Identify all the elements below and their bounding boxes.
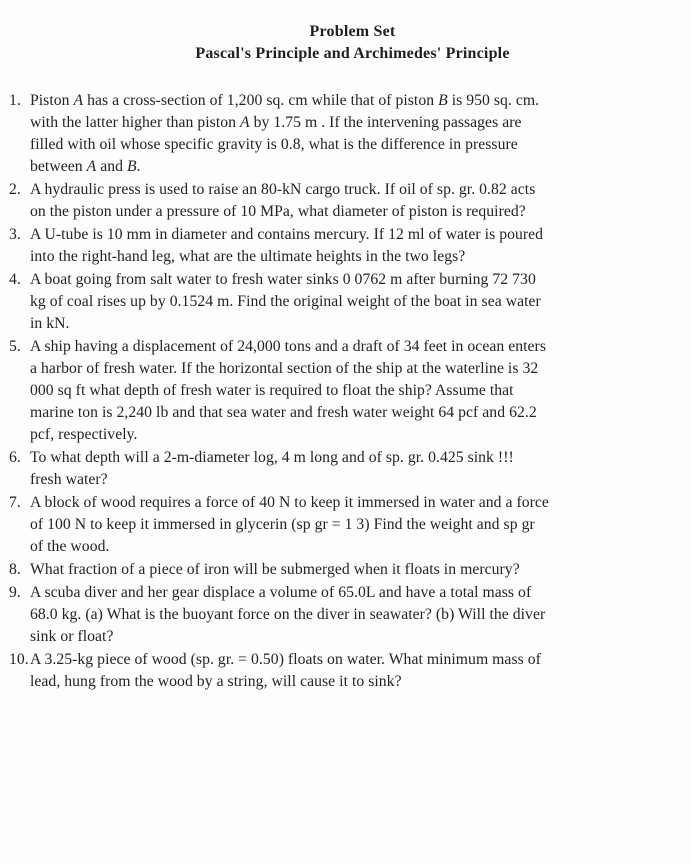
problem-text bbox=[30, 492, 665, 558]
problem-line: between A and B. bbox=[30, 158, 141, 175]
problem-line: A block of wood requires a force of 40 N to keep it immersed in water and a force bbox=[30, 494, 549, 511]
problem-line: of the wood. bbox=[30, 538, 110, 555]
problem-line: 68.0 kg. (a) What is the buoyant force on the diver in seawater? (b) Will the diver bbox=[30, 606, 546, 623]
problem-text bbox=[30, 582, 665, 648]
problem-item-4 bbox=[0, 269, 691, 335]
document-title: Problem Set bbox=[309, 23, 396, 40]
document-subtitle: Pascal's Principle and Archimedes' Principle bbox=[195, 45, 510, 62]
problem-line: A ship having a displacement of 24,000 tons and a draft of 34 feet in ocean enters bbox=[30, 338, 546, 355]
problem-number: 3. bbox=[9, 226, 21, 243]
problem-item-8 bbox=[0, 559, 691, 581]
problem-text bbox=[30, 90, 665, 178]
problem-text bbox=[30, 559, 665, 581]
problem-text bbox=[30, 336, 665, 446]
problem-line: lead, hung from the wood by a string, will cause it to sink? bbox=[30, 673, 402, 690]
problem-line: fresh water? bbox=[30, 471, 108, 488]
problem-list bbox=[0, 90, 691, 693]
problem-item-7 bbox=[0, 492, 691, 558]
problem-line: of 100 N to keep it immersed in glycerin (sp gr = 1 3) Find the weight and sp gr bbox=[30, 516, 535, 533]
problem-text bbox=[30, 179, 665, 223]
problem-number: 6. bbox=[9, 449, 21, 466]
problem-line: kg of coal rises up by 0.1524 m. Find the original weight of the boat in sea water bbox=[30, 293, 541, 310]
problem-line: marine ton is 2,240 lb and that sea water and fresh water weight 64 pcf and 62.2 bbox=[30, 404, 537, 421]
problem-text bbox=[30, 649, 665, 693]
problem-line: into the right-hand leg, what are the ultimate heights in the two legs? bbox=[30, 248, 466, 265]
problem-number: 7. bbox=[9, 494, 21, 511]
problem-line: A scuba diver and her gear displace a volume of 65.0L and have a total mass of bbox=[30, 584, 532, 601]
problem-number: 5. bbox=[9, 338, 21, 355]
problem-line: A hydraulic press is used to raise an 80-kN cargo truck. If oil of sp. gr. 0.82 acts bbox=[30, 181, 536, 198]
problem-line: 000 sq ft what depth of fresh water is required to float the ship? Assume that bbox=[30, 382, 514, 399]
problem-item-5 bbox=[0, 336, 691, 446]
problem-number: 9. bbox=[9, 584, 21, 601]
document-header bbox=[0, 0, 691, 65]
problem-item-1 bbox=[0, 90, 691, 178]
problem-number: 2. bbox=[9, 181, 21, 198]
problem-line: Piston A has a cross-section of 1,200 sq. cm while that of piston B is 950 sq. cm. bbox=[30, 92, 540, 109]
problem-line: What fraction of a piece of iron will be submerged when it floats in mercury? bbox=[30, 561, 520, 578]
problem-item-6 bbox=[0, 447, 691, 491]
problem-number: 8. bbox=[9, 561, 21, 578]
problem-line: pcf, respectively. bbox=[30, 426, 138, 443]
problem-line: A 3.25-kg piece of wood (sp. gr. = 0.50) floats on water. What minimum mass of bbox=[30, 651, 541, 668]
problem-item-9 bbox=[0, 582, 691, 648]
problem-item-3 bbox=[0, 224, 691, 268]
problem-line: a harbor of fresh water. If the horizontal section of the ship at the waterline is 32 bbox=[30, 360, 539, 377]
problem-text bbox=[30, 447, 665, 491]
problem-line: A U-tube is 10 mm in diameter and contains mercury. If 12 ml of water is poured bbox=[30, 226, 544, 243]
problem-line: A boat going from salt water to fresh water sinks 0 0762 m after burning 72 730 bbox=[30, 271, 536, 288]
problem-text bbox=[30, 224, 665, 268]
problem-line: sink or float? bbox=[30, 628, 114, 645]
problem-number: 1. bbox=[9, 92, 21, 109]
problem-number: 4. bbox=[9, 271, 21, 288]
problem-line: To what depth will a 2-m-diameter log, 4 m long and of sp. gr. 0.425 sink !!! bbox=[30, 449, 514, 466]
problem-line: in kN. bbox=[30, 315, 70, 332]
problem-line: with the latter higher than piston A by 1.75 m . If the intervening passages are bbox=[30, 114, 522, 131]
problem-line: on the piston under a pressure of 10 MPa, what diameter of piston is required? bbox=[30, 203, 526, 220]
problem-item-10 bbox=[0, 649, 691, 693]
problem-line: filled with oil whose specific gravity is 0.8, what is the difference in pressure bbox=[30, 136, 518, 153]
problem-number: 10. bbox=[9, 651, 29, 668]
problem-item-2 bbox=[0, 179, 691, 223]
problem-text bbox=[30, 269, 665, 335]
